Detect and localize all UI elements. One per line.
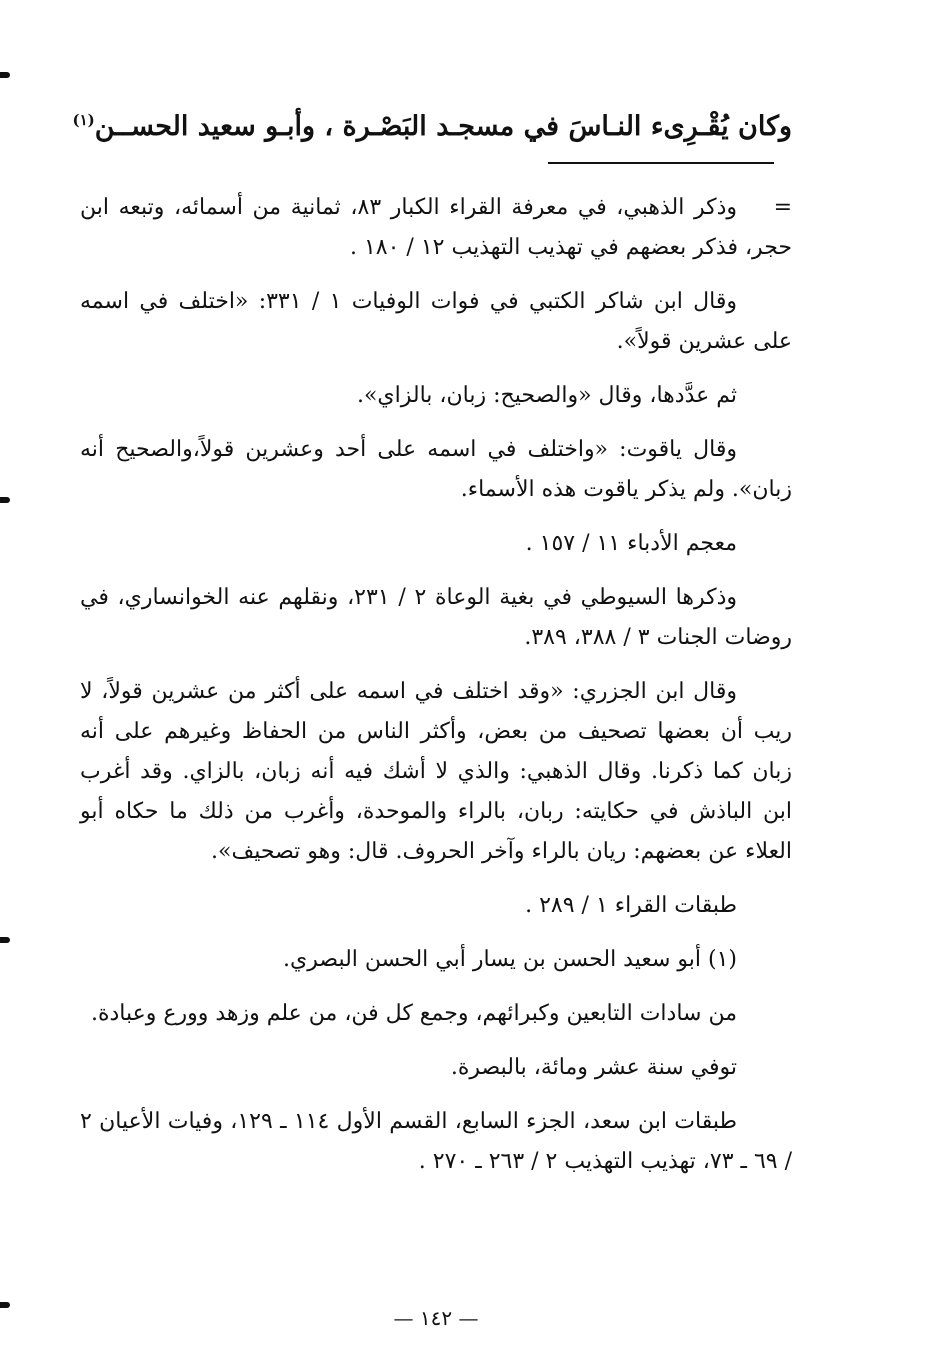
footnote-paragraph: توفي سنة عشر ومائة، بالبصرة.: [450, 1055, 737, 1080]
main-text-line: [72, 100, 792, 147]
binding-mark: [0, 937, 10, 943]
footnote-paragraph: ثم عدَّدها، وقال «والصحيح: زبان، بالزاي».: [356, 383, 737, 408]
document-page: [72, 0, 792, 1371]
continuation-sign: =: [773, 195, 792, 220]
footnotes: [80, 188, 792, 1196]
footnote-paragraph: طبقات ابن سعد، الجزء السابع، القسم الأول ١١٤ ـ ١٢٩، وفيات الأعيان ٢ / ٦٩ ـ ٧٣، تهذيب التهذيب ٢ / ٢٦٣ ـ ٢٧٠ .: [80, 1109, 792, 1174]
footnote-paragraph: وقال ابن شاكر الكتبي في فوات الوفيات ١ / ٣٣١: «اختلف في اسمه على عشرين قولاً».: [80, 289, 792, 354]
footnote-separator: [548, 162, 774, 164]
footnote-paragraph: =وذكر الذهبي، في معرفة القراء الكبار ٨٣، ثمانية من أسمائه، وتبعه ابن حجر، فذكر بعضهم في تهذيب التهذيب ١٢ / ١٨٠ .: [80, 188, 792, 268]
footnote-paragraph: وقال ياقوت: «واختلف في اسمه على أحد وعشرين قولاً،والصحيح أنه زبان». ولم يذكر ياقوت هذه الأسماء.: [80, 437, 792, 502]
footnote-ref: (١): [72, 111, 95, 129]
footnote-paragraph: من سادات التابعين وكبرائهم، وجمع كل فن، من علم وزهد وورع وعبادة.: [90, 1001, 737, 1026]
page-number: — ١٤٢ —: [393, 1306, 479, 1330]
binding-mark: [0, 72, 10, 78]
binding-mark: [0, 497, 10, 503]
footnote-paragraph: معجم الأدباء ١١ / ١٥٧ .: [525, 531, 737, 556]
footnote-paragraph: طبقات القراء ١ / ٢٨٩ .: [525, 893, 737, 918]
footnote-paragraph: وذكرها السيوطي في بغية الوعاة ٢ / ٢٣١، ونقلهم عنه الخوانساري، في روضات الجنات ٣ / ٣٨٨، ٣٨٩.: [80, 585, 792, 650]
footnote-paragraph: (١) أبو سعيد الحسن بن يسار أبي الحسن البصري.: [283, 947, 737, 972]
footnote-paragraph: وقال ابن الجزري: «وقد اختلف في اسمه على أكثر من عشرين قولاً، لا ريب أن بعضها تصحيف من بعض، وأكثر الناس من الحفاظ وغيرهم على أنه زبان كما ذكرنا. وقال الذهبي: والذي لا أشك فيه أنه زبان، بالزاي. وقد أغرب ابن الباذش في حكايته: ربان، بالراء والموحدة، وأغرب من ذلك ما حكاه أبو العلاء عن بعضهم: ريان بالراء وآخر الحروف. قال: وهو تصحيف».: [80, 679, 792, 864]
main-text: وكان يُقْـرِىء النـاسَ في مسجـد البَصْـرة ، وأبـو سعيد الحســن: [94, 111, 792, 142]
binding-mark: [0, 1302, 10, 1308]
